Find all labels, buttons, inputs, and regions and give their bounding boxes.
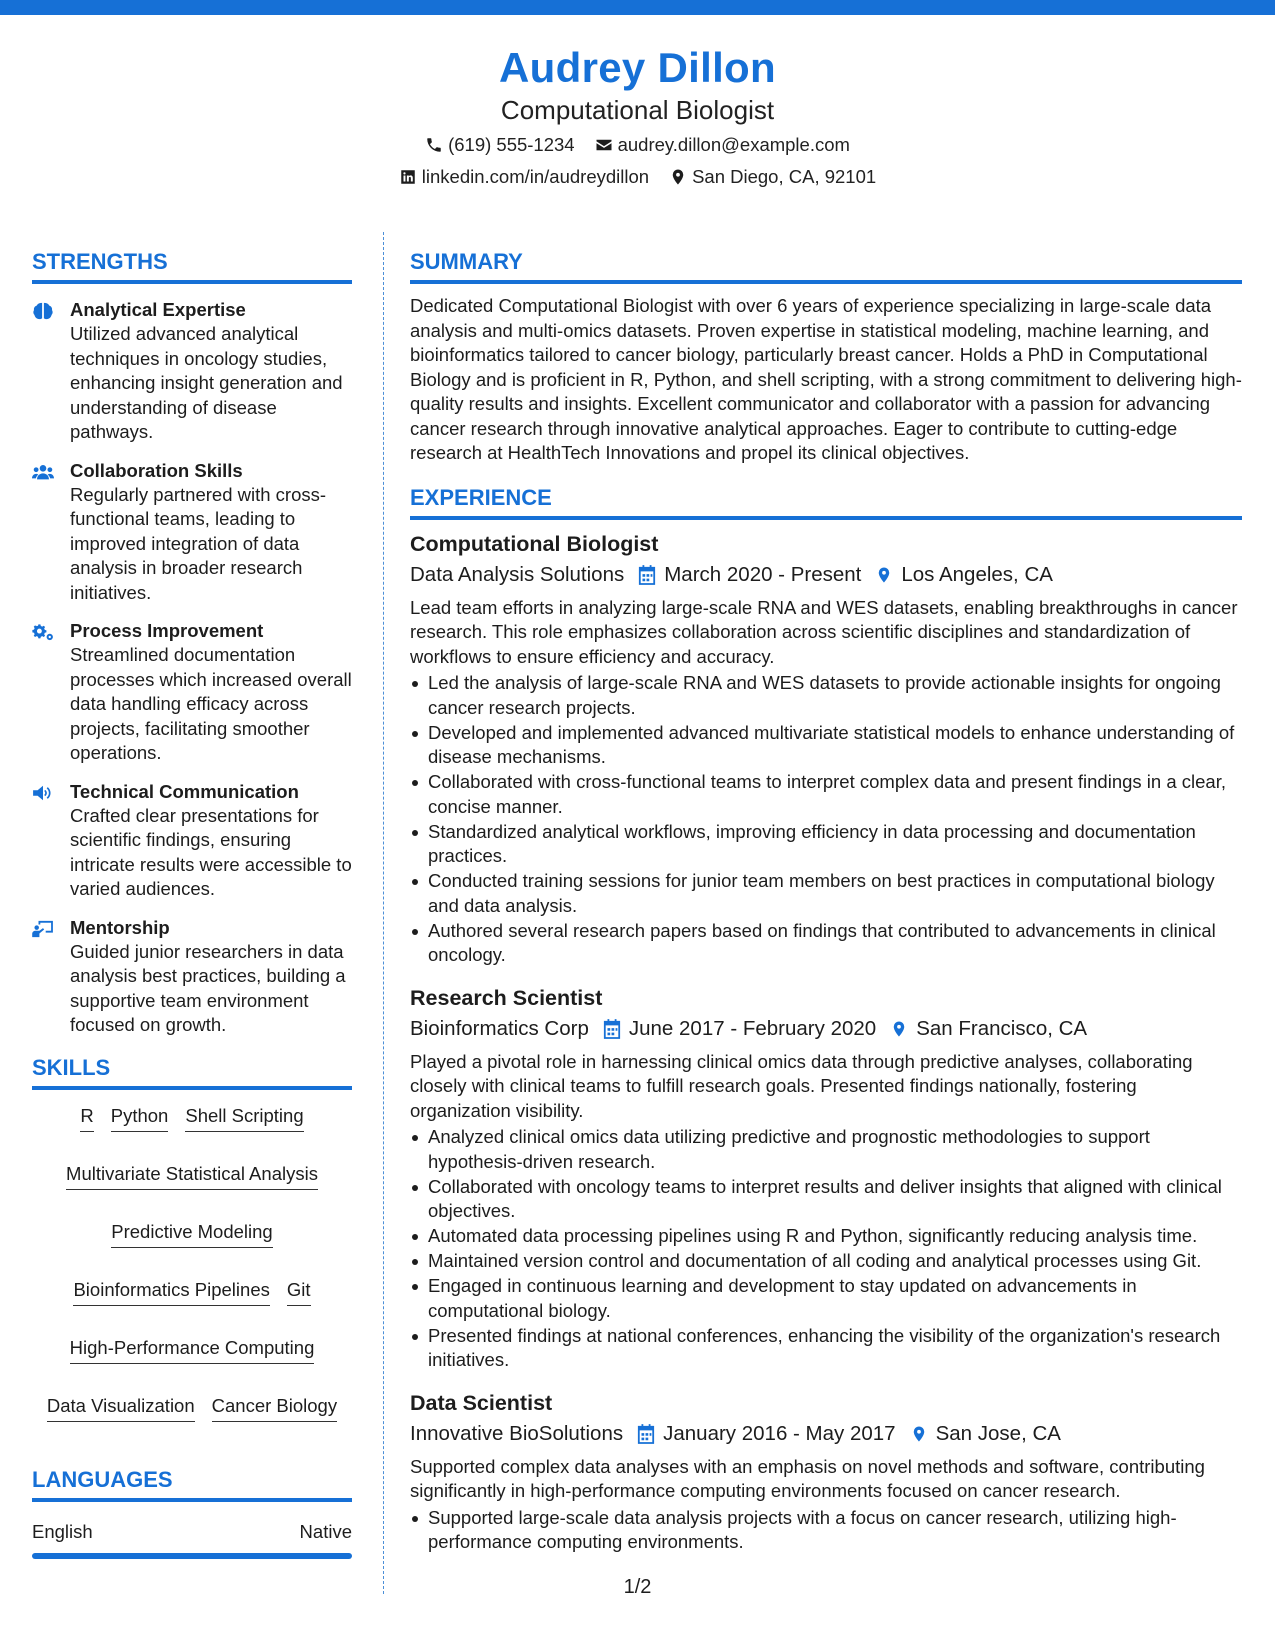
- job-description: Played a pivotal role in harnessing clinical omics data through predictive analyses, collaborating closely with clinical teams to fulfill research goals. Presented findings nationally, fostering organization visibility.: [410, 1050, 1193, 1121]
- contact-row-1: [0, 132, 1275, 158]
- summary-section: [410, 248, 1242, 466]
- strength-title: Mentorship: [70, 916, 170, 938]
- linkedin-text[interactable]: linkedin.com/in/audreydillon: [421, 166, 650, 187]
- strength-title: Process Improvement: [70, 620, 264, 641]
- column-divider: [383, 232, 384, 1594]
- strength-desc: Guided junior researchers in data analysis best practices, building a supportive team environment focused on growth.: [70, 940, 346, 1035]
- calendar-icon: [637, 1424, 655, 1444]
- strength-title: Collaboration Skills: [70, 459, 243, 481]
- strengths-list: [32, 298, 352, 1038]
- email-contact[interactable]: [595, 132, 850, 158]
- bullet-item: Presented findings at national conferences, enhancing the visibility of the organization's research initiatives.: [410, 1324, 1242, 1373]
- job-company: Data Analysis Solutions: [410, 562, 625, 586]
- bullet-item: Developed and implemented advanced multivariate statistical models to enhance understanding of disease mechanisms.: [410, 721, 1242, 770]
- job-location: Los Angeles, CA: [901, 562, 1053, 586]
- calendar-icon: [638, 565, 656, 585]
- users-icon: [32, 463, 54, 481]
- linkedin-contact[interactable]: [399, 164, 649, 190]
- bullet-item: Automated data processing pipelines using R and Python, significantly reducing analysis time.: [410, 1224, 1242, 1249]
- job-description: Lead team efforts in analyzing large-scale RNA and WES datasets, enabling breakthroughs in cancer research. This role emphasizes collaboration across scientific disciplines and standardization of workflows to ensure efficiency and accuracy.: [410, 596, 1238, 667]
- skill-tag: R: [80, 1104, 93, 1132]
- bullet-item: Analyzed clinical omics data utilizing predictive and prognostic methodologies to support hypothesis-driven research.: [410, 1125, 1242, 1174]
- job-company: Innovative BioSolutions: [410, 1421, 624, 1445]
- language-row: [32, 1520, 352, 1544]
- bullet-item: Maintained version control and documentation of all coding and analytical processes using Git.: [410, 1249, 1242, 1274]
- bullet-item: Supported large-scale data analysis projects with a focus on cancer research, utilizing high-performance computing environments.: [410, 1506, 1242, 1555]
- bullet-item: Standardized analytical workflows, improving efficiency in data processing and documentation practices.: [410, 820, 1242, 869]
- job-title: Computational Biologist: [410, 531, 659, 556]
- bullet-item: Collaborated with cross-functional teams to interpret complex data and present findings in a clear, concise manner.: [410, 770, 1242, 819]
- job-meta: [410, 1014, 1242, 1044]
- strengths-heading: STRENGTHS: [32, 248, 352, 284]
- job-meta: [410, 1419, 1242, 1449]
- strength-desc: Crafted clear presentations for scientific findings, ensuring intricate results were accessible to varied audiences.: [70, 804, 352, 899]
- location-text: San Diego, CA, 92101: [692, 166, 877, 187]
- candidate-name: Audrey Dillon: [499, 44, 776, 91]
- job-bullets: [410, 1125, 1242, 1373]
- job-company: Bioinformatics Corp: [410, 1016, 589, 1040]
- job-entry: [410, 984, 1242, 1373]
- strength-item: [32, 298, 352, 445]
- experience-heading: EXPERIENCE: [410, 484, 1242, 520]
- strength-title: Technical Communication: [70, 780, 299, 802]
- skill-tag: Predictive Modeling: [111, 1220, 272, 1248]
- skill-tag: Data Visualization: [47, 1394, 195, 1422]
- experience-section: [410, 484, 1242, 1555]
- strength-item: [32, 916, 352, 1038]
- gears-icon: [32, 623, 54, 641]
- map-pin-icon: [669, 168, 687, 186]
- skill-tag: Python: [111, 1104, 169, 1132]
- job-meta: [410, 560, 1242, 590]
- language-name: English: [32, 1520, 93, 1542]
- bullet-item: Collaborated with oncology teams to interpret results and deliver insights that aligned with clinical objectives.: [410, 1175, 1242, 1224]
- resume-header: [0, 44, 1275, 190]
- job-location: San Francisco, CA: [916, 1016, 1088, 1040]
- bullet-item: Conducted training sessions for junior team members on best practices in computational biology and data analysis.: [410, 869, 1242, 918]
- brain-icon: [32, 302, 54, 320]
- skills-section: [32, 1054, 352, 1422]
- language-level-bar: [32, 1553, 352, 1559]
- map-pin-icon: [910, 1424, 928, 1444]
- summary-heading: SUMMARY: [410, 248, 1242, 284]
- job-title: Data Scientist: [410, 1390, 553, 1415]
- map-pin-icon: [875, 565, 893, 585]
- skill-tag: Bioinformatics Pipelines: [73, 1278, 269, 1306]
- skills-list: [32, 1104, 352, 1422]
- linkedin-icon: [399, 168, 417, 186]
- summary-text: Dedicated Computational Biologist with over 6 years of experience specializing in large-scale data analysis and multi-omics datasets. Proven expertise in statistical modeling, machine learning, and bioinformatics tailored to cancer biology, particularly breast cancer. Holds a PhD in Computational Biology and is proficient in R, Python, and shell scripting, with a strong commitment to delivering high-quality results and insights. Excellent communicator and collaborator with a passion for advancing cancer research through innovative analytical approaches. Eager to contribute to cutting-edge research at HealthTech Innovations and propel its clinical objectives.: [410, 295, 1242, 463]
- strength-desc: Regularly partnered with cross-functional teams, leading to improved integration of data analysis in broader research initiatives.: [70, 483, 327, 603]
- speaker-icon: [32, 784, 54, 802]
- phone-text: (619) 555-1234: [448, 134, 575, 155]
- contact-row-2: [0, 164, 1275, 190]
- bullet-item: Authored several research papers based on findings that contributed to advancements in clinical oncology.: [410, 919, 1242, 968]
- languages-section: [32, 1466, 352, 1559]
- languages-heading: LANGUAGES: [32, 1466, 352, 1502]
- job-description: Supported complex data analyses with an emphasis on novel methods and software, contributing significantly in high-performance computing environments focused on cancer research.: [410, 1455, 1205, 1501]
- strength-title: Analytical Expertise: [70, 299, 246, 320]
- skill-tag: Cancer Biology: [212, 1394, 337, 1422]
- left-column: [32, 248, 352, 1559]
- envelope-icon: [595, 136, 613, 154]
- job-entry: [410, 1389, 1242, 1555]
- strengths-section: [32, 248, 352, 1038]
- bullet-item: Engaged in continuous learning and development to stay updated on advancements in computational biology.: [410, 1274, 1242, 1323]
- page-number: 1/2: [623, 1576, 652, 1598]
- skills-heading: SKILLS: [32, 1054, 352, 1090]
- skill-tag: Shell Scripting: [185, 1104, 303, 1132]
- right-column: [410, 248, 1242, 1555]
- strength-item: [32, 780, 352, 902]
- location-contact: [669, 164, 876, 190]
- bullet-item: Led the analysis of large-scale RNA and WES datasets to provide actionable insights for ongoing cancer research projects.: [410, 671, 1242, 720]
- strength-item: [32, 619, 352, 766]
- phone-icon: [425, 136, 443, 154]
- phone-contact: [425, 132, 575, 158]
- job-dates: March 2020 - Present: [664, 562, 862, 586]
- email-text[interactable]: audrey.dillon@example.com: [617, 134, 850, 155]
- job-title: Research Scientist: [410, 985, 603, 1010]
- strength-item: [32, 459, 352, 606]
- skill-tag: High-Performance Computing: [70, 1336, 315, 1364]
- strength-desc: Streamlined documentation processes which increased overall data handling efficacy across projects, facilitating smoother operations.: [70, 644, 352, 763]
- job-dates: January 2016 - May 2017: [663, 1421, 896, 1445]
- job-entry: [410, 530, 1242, 968]
- candidate-title: Computational Biologist: [500, 95, 775, 125]
- job-dates: June 2017 - February 2020: [628, 1016, 877, 1040]
- job-bullets: [410, 1506, 1242, 1555]
- teacher-icon: [32, 920, 54, 938]
- calendar-icon: [603, 1019, 621, 1039]
- top-accent-bar: [0, 0, 1275, 15]
- skill-tag: Git: [287, 1278, 311, 1306]
- map-pin-icon: [890, 1019, 908, 1039]
- language-level: Native: [299, 1520, 352, 1542]
- job-location: San Jose, CA: [935, 1421, 1061, 1445]
- skill-tag: Multivariate Statistical Analysis: [66, 1162, 318, 1190]
- strength-desc: Utilized advanced analytical techniques in oncology studies, enhancing insight generation and understanding of disease pathways.: [70, 323, 343, 442]
- job-bullets: [410, 671, 1242, 968]
